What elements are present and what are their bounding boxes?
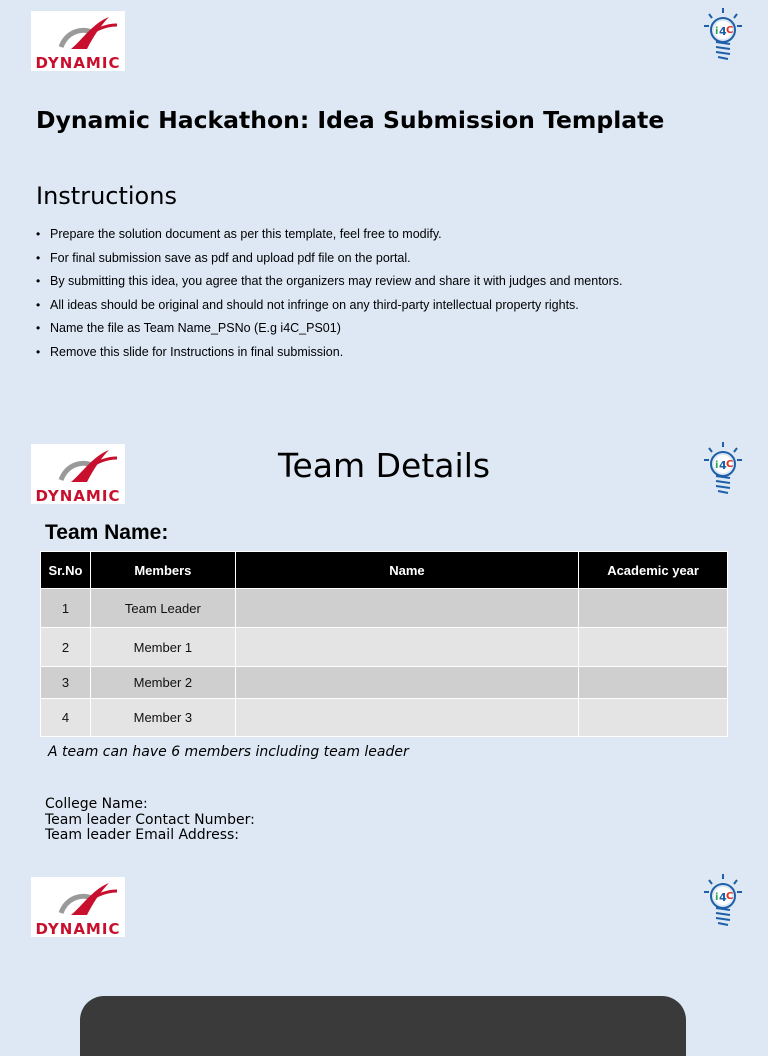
- contact-number-label: Team leader Contact Number:: [45, 811, 255, 828]
- i4c-lightbulb-icon: [701, 6, 745, 68]
- cell-academic-year[interactable]: [579, 699, 728, 737]
- logo-text: DYNAMIC: [35, 54, 121, 72]
- table-row: [41, 667, 728, 699]
- cell-academic-year[interactable]: [579, 667, 728, 699]
- college-fields: [45, 797, 255, 844]
- cell-srno: 2: [41, 628, 91, 667]
- cell-srno: 3: [41, 667, 91, 699]
- svg-text:C: C: [726, 891, 734, 902]
- dynamic-logo: [31, 11, 125, 71]
- instruction-item: • Name the file as Team Name_PSNo (E.g i4C_PS01): [36, 320, 623, 344]
- i4c-lightbulb-icon: [701, 872, 745, 934]
- instruction-item: • Remove this slide for Instructions in final submission.: [36, 344, 623, 368]
- instructions-list: [36, 226, 623, 368]
- team-members-table: [40, 551, 728, 737]
- cell-name[interactable]: [235, 589, 578, 628]
- page-title: Dynamic Hackathon: Idea Submission Template: [36, 106, 665, 134]
- cell-academic-year[interactable]: [579, 589, 728, 628]
- cell-member: Member 3: [90, 699, 235, 737]
- svg-text:i: i: [715, 460, 719, 471]
- column-header-members: Members: [90, 552, 235, 589]
- dynamic-logo: [31, 877, 125, 937]
- column-header-academic-year: Academic year: [579, 552, 728, 589]
- team-size-note: A team can have 6 members including team leader: [48, 744, 409, 760]
- svg-text:i: i: [715, 26, 719, 37]
- instructions-heading: Instructions: [36, 182, 177, 210]
- cell-member: Member 1: [90, 628, 235, 667]
- college-name-label: College Name:: [45, 796, 148, 812]
- svg-text:i: i: [715, 892, 719, 903]
- cell-srno: 1: [41, 589, 91, 628]
- table-row: [41, 628, 728, 667]
- svg-text:4: 4: [719, 891, 727, 904]
- column-header-name: Name: [235, 552, 578, 589]
- dark-header-bar: [80, 996, 686, 1056]
- email-address-label: Team leader Email Address:: [45, 827, 240, 844]
- cell-academic-year[interactable]: [579, 628, 728, 667]
- table-header-row: [41, 552, 728, 589]
- logo-text: DYNAMIC: [35, 920, 121, 938]
- svg-text:4: 4: [719, 25, 727, 38]
- svg-text:C: C: [726, 459, 734, 470]
- instruction-item: • All ideas should be original and should not infringe on any third-party intellectual property rights.: [36, 297, 623, 321]
- instruction-item: • For final submission save as pdf and upload pdf file on the portal.: [36, 250, 623, 274]
- svg-text:C: C: [726, 25, 734, 36]
- team-name-label: Team Name:: [45, 521, 169, 544]
- svg-text:4: 4: [719, 459, 727, 472]
- logo-text: DYNAMIC: [35, 487, 121, 505]
- instruction-item: • Prepare the solution document as per this template, feel free to modify.: [36, 226, 623, 250]
- column-header-srno: Sr.No: [41, 552, 91, 589]
- table-row: [41, 589, 728, 628]
- instruction-item: • By submitting this idea, you agree that the organizers may review and share it with judges and mentors.: [36, 273, 623, 297]
- cell-srno: 4: [41, 699, 91, 737]
- team-details-title: Team Details: [277, 446, 491, 485]
- cell-name[interactable]: [235, 699, 578, 737]
- cell-name[interactable]: [235, 628, 578, 667]
- cell-member: Team Leader: [90, 589, 235, 628]
- table-row: [41, 699, 728, 737]
- cell-name[interactable]: [235, 667, 578, 699]
- cell-member: Member 2: [90, 667, 235, 699]
